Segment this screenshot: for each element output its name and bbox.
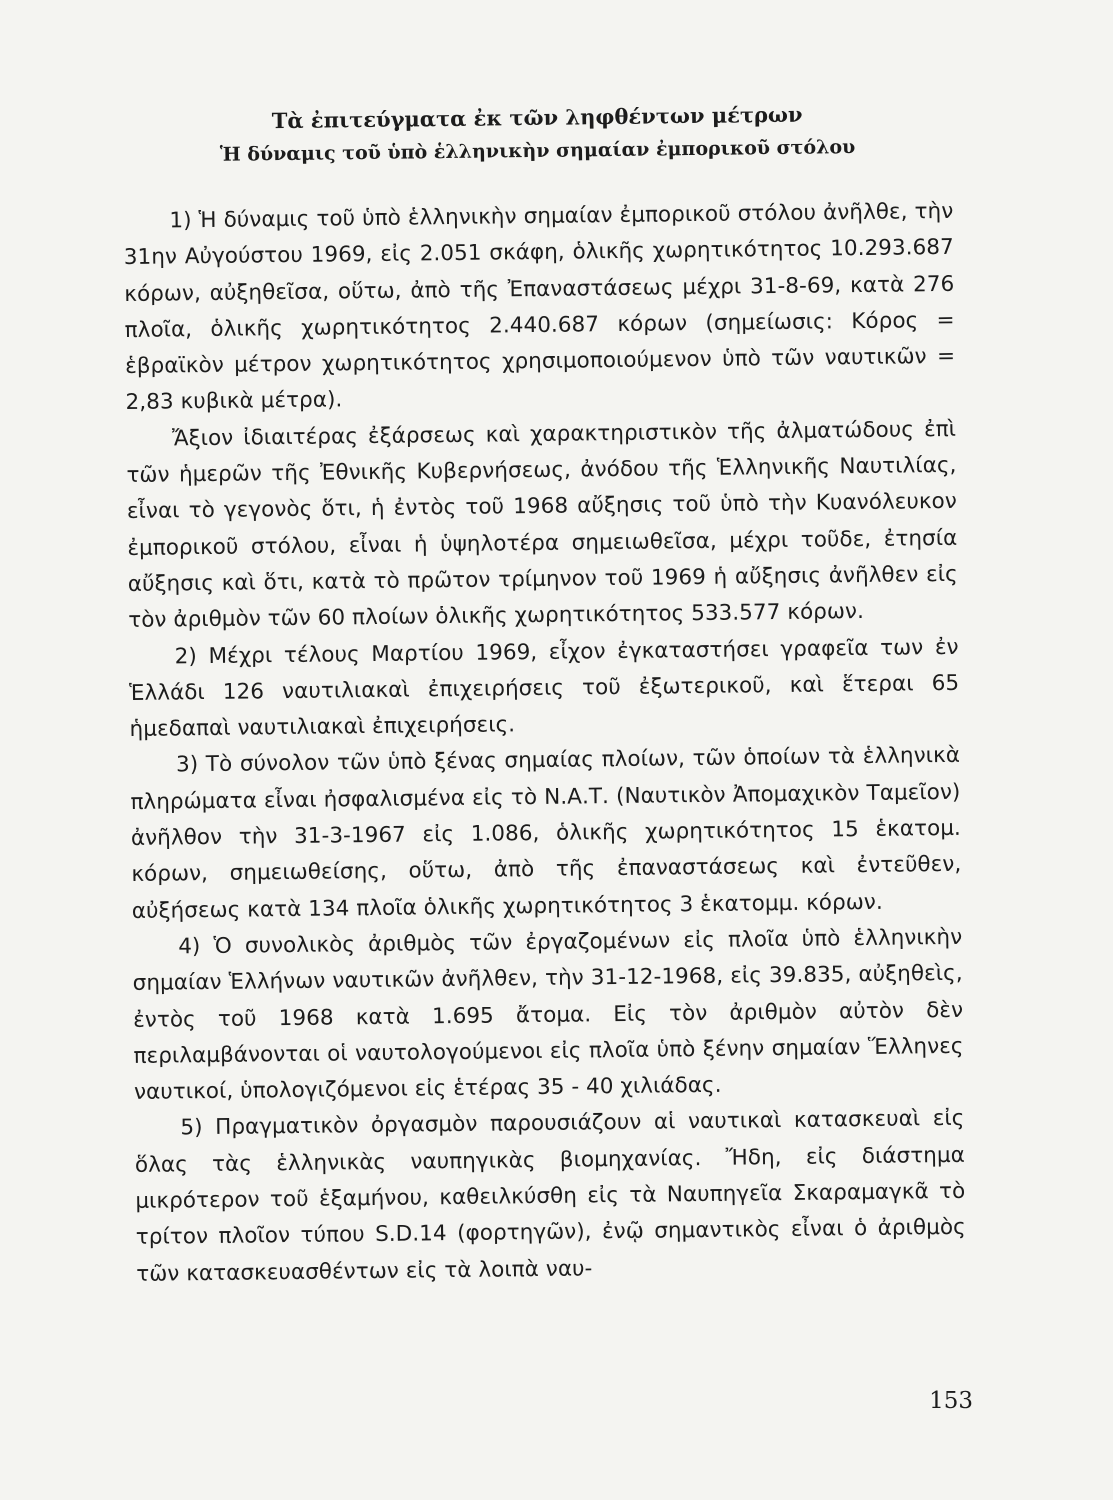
paragraph-2: Ἄξιον ἰδιαιτέρας ἐξάρσεως καὶ χαρακτηριστικὸν τῆς ἀλματώδους ἐπὶ τῶν ἡμερῶν τῆς Ἐθνικῆς Κυβερνήσεως, ἀνόδου τῆς Ἑλληνικῆς Ναυτιλίας, εἶναι τὸ γεγονὸς ὅτι, ἡ ἐντὸς τοῦ 1968 αὔξησις τοῦ ὑπὸ τὴν Κυανόλευκον ἐμπορικοῦ στόλου, εἶναι ἡ ὑψηλοτέρα σημειωθεῖσα, μέχρι τοῦδε, ἐτησία αὔξησις καὶ ὅτι, κατὰ τὸ πρῶτον τρίμηνον τοῦ 1969 ἡ αὔξησις ἀνῆλθεν εἰς τὸν ἀριθμὸν τῶν 60 πλοίων ὁλικῆς χωρητικότητος 533.577 κόρων. xyxy=(126,416,958,634)
paragraph-4: 3) Τὸ σύνολον τῶν ὑπὸ ξένας σημαίας πλοίων, τῶν ὁποίων τὰ ἑλληνικὰ πληρώματα εἶναι ἠσφαλισμένα εἰς τὸ Ν.Α.Τ. (Ναυτικὸν Ἀπομαχικὸν Ταμεῖον) ἀνῆλθον τὴν 31-3-1967 εἰς 1.086, ὁλικῆς χωρητικότητος 15 ἑκατομ. κόρων, σημειωθείσης, οὕτω, ἀπὸ τῆς ἐπαναστάσεως καὶ ἐντεῦθεν, αὐξήσεως κατὰ 134 πλοῖα ὁλικῆς χωρητικότητος 3 ἑκατομμ. κόρων. xyxy=(130,743,962,924)
paragraph-5: 4) Ὁ συνολικὸς ἀριθμὸς τῶν ἐργαζομένων εἰς πλοῖα ὑπὸ ἑλληνικὴν σημαίαν Ἑλλήνων ναυτικῶν ἀνῆλθεν, τὴν 31-12-1968, εἰς 39.835, αὐξηθεὶς, ἐντὸς τοῦ 1968 κατὰ 1.695 ἄτομα. Εἰς τὸν ἀριθμὸν αὐτὸν δὲν περιλαμβάνονται οἱ ναυτολογούμενοι εἰς πλοῖα ὑπὸ ξένην σημαίαν Ἕλληνες ναυτικοί, ὑπολογιζόμενοι εἰς ἑτέρας 35 - 40 χιλιάδας. xyxy=(132,924,964,1106)
section-subheading: Ἡ δύναμις τοῦ ὑπὸ ἑλληνικὴν σημαίαν ἐμπορικοῦ στόλου xyxy=(219,136,856,166)
paragraph-1: 1) Ἡ δύναμις τοῦ ὑπὸ ἑλληνικὴν σημαίαν ἐμπορικοῦ στόλου ἀνῆλθε, τὴν 31ην Αὐγούστου 1969, εἰς 2.051 σκάφη, ὁλικῆς χωρητικότητος 10.293.687 κόρων, αὐξηθεῖσα, οὕτω, ἀπὸ τῆς Ἐπαναστάσεως μέχρι 31-8-69, κατὰ 276 πλοῖα, ὁλικῆς χωρητικότητος 2.440.687 κόρων (σημείωσις: Κόρος = ἑβραϊκὸν μέτρον χωρητικότητος χρησιμοποιούμενον ὑπὸ τῶν ναυτικῶν = 2,83 κυβικὰ μέτρα). xyxy=(123,198,956,416)
paragraph-6: 5) Πραγματικὸν ὀργασμὸν παρουσιάζουν αἱ ναυτικαὶ κατασκευαὶ εἰς ὅλας τὰς ἑλληνικὰς ναυπηγικὰς βιομηχανίας. Ἤδη, εἰς διάστημα μικρότερον τοῦ ἑξαμήνου, καθειλκύσθη εἰς τὰ Ναυπηγεῖα Σκαραμαγκᾶ τὸ τρίτον πλοῖον τύπου S.D.14 (φορτηγῶν), ἐνῷ σημαντικὸς εἶναι ὁ ἀριθμὸς τῶν κατασκευασθέντων εἰς τὰ λοιπὰ ναυ- xyxy=(134,1106,966,1287)
text-block xyxy=(122,98,966,1293)
paragraph-3: 2) Μέχρι τέλους Μαρτίου 1969, εἶχον ἐγκαταστήσει γραφεῖα των ἐν Ἑλλάδι 126 ναυτιλιακαὶ ἐπιχειρήσεις τοῦ ἐξωτερικοῦ, καὶ ἕτεραι 65 ἡμεδαπαὶ ναυτιλιακαὶ ἐπιχειρήσεις. xyxy=(128,634,960,743)
section-heading: Τὰ ἐπιτεύγματα ἐκ τῶν ληφθέντων μέτρων xyxy=(271,101,803,134)
page-number: 153 xyxy=(929,1388,973,1414)
